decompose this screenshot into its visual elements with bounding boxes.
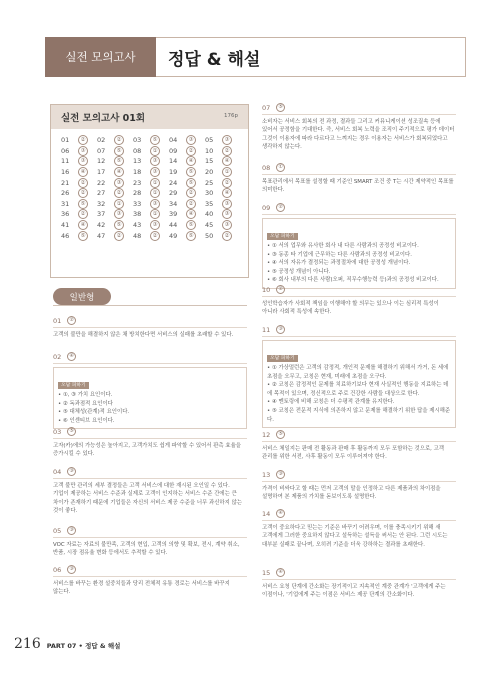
answer-cell	[97, 209, 133, 220]
answer-choice: ①	[150, 188, 160, 198]
question-11	[262, 325, 456, 428]
answer-number: 39	[169, 210, 178, 219]
question-14	[262, 509, 456, 549]
explanation-text: VOC 자료는 자료의 불만족, 고객의 현입, 고객의 의향 및 확보, 전시, 계약 취소, 반품, 시장 점유율 변화 등에서도 추적할 수 있다.	[53, 542, 240, 557]
answer-cell	[97, 177, 133, 188]
wrong-answer-list	[58, 391, 242, 425]
answer-cell	[133, 177, 169, 188]
question-number: 14	[262, 509, 271, 518]
answer-choice: ③	[114, 209, 124, 219]
list-item: • ② 코칭은 감정적인 문제를 치료하기보다 현재 사실적인 행동을 지료하는 데에 목적이 있으며, 정신적으로 주로 건강한 사람들 대상으로 한다.	[267, 382, 449, 397]
question-number: 11	[262, 325, 271, 334]
answer-row	[61, 177, 241, 188]
question-10	[262, 285, 456, 317]
answer-row	[61, 156, 241, 167]
answer-choice: ④	[222, 156, 232, 166]
wrong-answer-list	[267, 364, 451, 424]
answer-choice: ③	[222, 199, 232, 209]
answer-choice: ①	[150, 209, 160, 219]
answer-choice: ⑤	[186, 178, 196, 188]
answer-choice: ④	[78, 220, 88, 230]
answer-number: 45	[205, 221, 214, 230]
answer-choice: ③	[150, 220, 160, 230]
answer-choice: ③	[222, 220, 232, 230]
answer-number: 30	[205, 189, 214, 198]
chapter-header	[45, 37, 465, 77]
answer-number: 10	[205, 146, 214, 155]
answer-cell	[61, 199, 97, 210]
answer-number: 01	[61, 136, 70, 145]
answer-choice: ③	[150, 156, 160, 166]
answer-number: 31	[61, 199, 70, 208]
question-number: 09	[262, 203, 271, 212]
question-09	[262, 203, 456, 289]
answer-cell	[169, 209, 205, 220]
answer-row	[61, 188, 241, 199]
wrong-answer-box	[53, 367, 247, 429]
answer-number: 09	[169, 146, 178, 155]
wrong-answer-list	[267, 242, 451, 285]
question-number: 05	[53, 526, 62, 535]
answer-number: 07	[97, 146, 106, 155]
answer-choice: ③	[186, 135, 196, 145]
question-15	[262, 568, 456, 600]
explanation-text: 서비스 요청 단계에 간소화는 장기적이고 지속적인 계중 관계가 '고객에게 주는 이점이나, '기업에게 주는 이점은 서비스 제공 단계의 간소화이다.	[262, 584, 446, 599]
list-item: • ③ 동종 타 기업에 근무하는 다른 사람과의 공정성 비교이다.	[267, 251, 412, 258]
answer-number: 28	[133, 189, 142, 198]
answer-key-box	[50, 104, 249, 278]
answer-mark: ①	[276, 163, 285, 172]
answer-key-page-ref: 176p	[224, 113, 238, 119]
answer-key-grid	[61, 135, 241, 241]
answer-cell	[133, 188, 169, 199]
answer-choice: ③	[78, 146, 88, 156]
answer-choice: ③	[78, 156, 88, 166]
answer-choice: ④	[114, 167, 124, 177]
question-number: 12	[262, 430, 271, 439]
list-item: • ① 가상멀런은 고객의 감정적, 개인적 문제를 해결하기 위해서 가거, 돈 세에 초점을 오무고, 코칭은 현재, 미래에 초점을 오구다.	[267, 365, 449, 380]
answer-row	[61, 220, 241, 231]
answer-cell	[133, 209, 169, 220]
page-footer	[14, 636, 120, 652]
wrong-answer-tag: 오답 피하기	[58, 382, 89, 389]
answer-number: 05	[205, 136, 214, 145]
answer-choice: ⑤	[114, 146, 124, 156]
answer-choice: ②	[114, 188, 124, 198]
section-label: 일반형	[53, 288, 111, 305]
answer-number: 33	[133, 199, 142, 208]
answer-number: 17	[97, 168, 106, 177]
question-12	[262, 430, 456, 462]
answer-cell	[205, 156, 241, 167]
answer-number: 48	[133, 231, 142, 240]
answer-cell	[169, 135, 205, 146]
question-05	[53, 526, 247, 558]
answer-row	[61, 167, 241, 178]
answer-mark: ③	[276, 325, 285, 334]
answer-row	[61, 230, 241, 241]
answer-choice: ③	[150, 199, 160, 209]
explanation-text: 소비자는 서비스 회복의 전 과정, 결과들 그리고 커뮤니케이션 성조질속 등에 있어서 공정함을 기대한다. 즉, 서비스 회복 노력을 조직이 주기적으로 평가 데이터 그것이 이용자에 따라 다르다고 느껴지는 경우 이용자는 서비스가 회복되었다고 생각하지 않는다.	[262, 119, 455, 151]
answer-cell	[61, 220, 97, 231]
answer-choice: ③	[222, 135, 232, 145]
answer-cell	[97, 220, 133, 231]
question-13	[262, 470, 456, 502]
answer-key-header	[51, 105, 248, 129]
answer-number: 03	[133, 136, 142, 145]
answer-choice: ②	[186, 146, 196, 156]
answer-number: 46	[61, 231, 70, 240]
answer-choice: ③	[114, 178, 124, 188]
answer-choice: ②	[186, 199, 196, 209]
answer-number: 02	[97, 136, 106, 145]
answer-choice: ②	[222, 178, 232, 188]
list-item: • ④ 멘토링에 비해 코칭은 더 수평적 관계를 유지한다.	[267, 399, 395, 406]
answer-number: 15	[205, 157, 214, 166]
answer-number: 13	[133, 157, 142, 166]
answer-choice: ②	[114, 135, 124, 145]
answer-cell	[97, 146, 133, 157]
question-number: 01	[53, 316, 62, 325]
answer-mark: ⑤	[67, 427, 76, 436]
answer-number: 44	[169, 221, 178, 230]
answer-mark: ③	[67, 526, 76, 535]
answer-number: 04	[169, 136, 178, 145]
answer-number: 25	[205, 178, 214, 187]
answer-number: 14	[169, 157, 178, 166]
list-item: • ① 서의 업무와 유사한 회사 내 다른 사람과의 공정성 비교이다.	[267, 243, 419, 249]
answer-cell	[205, 146, 241, 157]
answer-cell	[169, 199, 205, 210]
answer-choice: ④	[222, 188, 232, 198]
answer-choice: ②	[222, 231, 232, 241]
chapter-title: 정답 & 해설	[168, 50, 261, 70]
answer-cell	[133, 167, 169, 178]
answer-choice: ②	[186, 188, 196, 198]
answer-number: 47	[97, 231, 106, 240]
answer-cell	[97, 230, 133, 241]
answer-mark: ②	[67, 316, 76, 325]
answer-choice: ②	[150, 231, 160, 241]
question-number: 08	[262, 163, 271, 172]
question-number: 07	[262, 103, 271, 112]
answer-choice: ⑤	[114, 156, 124, 166]
explanation-text: 서비스를 바꾸는 환경 설중치들과 당리 전체적 유통 경로는 서비스를 바꾸지 않는다.	[53, 581, 230, 596]
answer-cell	[61, 209, 97, 220]
answer-cell	[169, 146, 205, 157]
answer-number: 06	[61, 146, 70, 155]
question-number: 10	[262, 285, 271, 294]
answer-number: 50	[205, 231, 214, 240]
answer-key-title: 실전 모의고사 01회	[61, 113, 146, 124]
answer-row	[61, 135, 241, 146]
answer-number: 32	[97, 199, 106, 208]
list-item: • ⑤ 대체성(관계)적 요인이다.	[58, 409, 130, 416]
answer-cell	[61, 167, 97, 178]
answer-row	[61, 146, 241, 157]
answer-cell	[205, 188, 241, 199]
answer-number: 23	[133, 178, 142, 187]
question-number: 03	[53, 427, 62, 436]
answer-choice: ①	[222, 167, 232, 177]
answer-number: 40	[205, 210, 214, 219]
answer-number: 18	[133, 168, 142, 177]
answer-mark: ⑤	[276, 430, 285, 439]
answer-choice: ⑤	[186, 220, 196, 230]
answer-number: 42	[97, 221, 106, 230]
answer-cell	[205, 177, 241, 188]
answer-cell	[61, 188, 97, 199]
answer-number: 20	[205, 168, 214, 177]
answer-mark: ②	[276, 203, 285, 212]
answer-cell	[205, 135, 241, 146]
answer-mark: ④	[67, 352, 76, 361]
question-06	[53, 565, 247, 597]
answer-cell	[61, 146, 97, 157]
list-item: • ①, ③ 가치 요인이다.	[58, 392, 113, 398]
answer-choice: ②	[78, 135, 88, 145]
answer-choice: ④	[78, 167, 88, 177]
question-02	[53, 352, 247, 429]
answer-choice: ⑤	[78, 231, 88, 241]
wrong-answer-tag: 오답 피하기	[267, 355, 298, 362]
answer-cell	[169, 220, 205, 231]
answer-cell	[61, 156, 97, 167]
answer-number: 08	[133, 146, 142, 155]
answer-cell	[61, 230, 97, 241]
explanation-text: 목표관리에서 목표를 설정할 때 기준인 SMART 조건 중 T는 시간 제약적인 목표를 의미한다.	[262, 179, 454, 194]
answer-mark: ④	[276, 568, 285, 577]
answer-choice: ②	[78, 188, 88, 198]
wrong-answer-box	[262, 340, 456, 428]
answer-choice: ⑤	[186, 231, 196, 241]
page-number: 216	[14, 636, 41, 652]
wrong-answer-tag: 오답 피하기	[267, 233, 298, 240]
explanation-text: 성인학습자가 사회적 책임을 이행해야 할 의무는 있으나 이는 심리적 특성이 아니라 사회적 특성에 속한다.	[262, 301, 439, 316]
list-item: • ⑤ 공정성 개념이 아니다.	[267, 268, 331, 275]
answer-number: 37	[97, 210, 106, 219]
answer-choice: ③	[222, 209, 232, 219]
explanation-text: 서비스 체일지는 판매 전 활동과 판매 후 활동까지 모두 포함하는 것으로, 고객 관리를 위한 서전, 사후 활동이 모두 이루어져야 한다.	[262, 446, 444, 461]
answer-number: 29	[169, 189, 178, 198]
answer-number: 22	[97, 178, 106, 187]
question-number: 04	[53, 467, 62, 476]
answer-mark: ②	[276, 285, 285, 294]
list-item: • ⑤ 코칭은 전문적 지식에 의존하지 않고 문제를 해결하기 위한 답을 제시해준다.	[267, 407, 451, 423]
answer-number: 35	[205, 199, 214, 208]
answer-number: 34	[169, 199, 178, 208]
answer-cell	[169, 177, 205, 188]
answer-mark: ⑤	[276, 103, 285, 112]
answer-cell	[97, 156, 133, 167]
answer-cell	[133, 135, 169, 146]
answer-cell	[205, 209, 241, 220]
answer-choice: ④	[186, 209, 196, 219]
question-number: 06	[53, 565, 62, 574]
question-04	[53, 467, 247, 516]
answer-choice: ②	[222, 146, 232, 156]
answer-choice: ②	[78, 178, 88, 188]
answer-cell	[61, 135, 97, 146]
answer-choice: ②	[78, 209, 88, 219]
answer-cell	[97, 188, 133, 199]
question-number: 02	[53, 352, 62, 361]
answer-cell	[133, 230, 169, 241]
explanation-text: 가격이 비싸다고 할 때는 먼저 고객의 말을 인정하고 다른 제품과의 차이점을 설명하여 본 제품의 가치를 돋보이도록 설명한다.	[262, 486, 441, 501]
list-item: • ⑥ 회사 내부의 다른 사람(오퍼, 직무수행능력 등)과의 공정성 비교이다.	[267, 277, 439, 284]
answer-cell	[169, 188, 205, 199]
chapter-title-box	[156, 37, 466, 77]
answer-cell	[205, 230, 241, 241]
answer-choice: ①	[114, 199, 124, 209]
explanation-text: 고객이 중요하다고 믿는는 기준은 바꾸기 어려우며, 이를 충족시키기 위해 새 고객에게 그러한 중요하지 않다고 설득하는 설득을 써서는 안 된다. 그런 시도는 대부분 실패로 끝나며, 오히려 기준을 더욱 강하하는 결과를 초래한다.	[262, 525, 448, 548]
answer-row	[61, 199, 241, 210]
answer-number: 21	[61, 178, 70, 187]
chapter-badge: 실전 모의고사	[45, 37, 156, 77]
answer-cell	[61, 177, 97, 188]
answer-cell	[205, 220, 241, 231]
list-item: • ⑥ 인센티브 요인이다.	[58, 417, 115, 424]
answer-number: 43	[133, 221, 142, 230]
answer-choice: ⑤	[186, 167, 196, 177]
answer-number: 11	[61, 157, 70, 166]
question-03	[53, 427, 247, 459]
answer-number: 36	[61, 210, 70, 219]
explanation-text: 고자(카)에의 가능성은 높아지고, 고객가치도 쉽게 파악할 수 있어서 판촉 효율을 증가시킬 수 있다.	[53, 443, 241, 458]
answer-number: 12	[97, 157, 106, 166]
answer-cell	[133, 156, 169, 167]
answer-number: 27	[97, 189, 106, 198]
answer-cell	[133, 199, 169, 210]
answer-cell	[97, 199, 133, 210]
answer-choice: ⑤	[150, 135, 160, 145]
answer-cell	[97, 135, 133, 146]
question-08	[262, 163, 456, 195]
answer-number: 19	[169, 168, 178, 177]
answer-number: 38	[133, 210, 142, 219]
answer-choice: ⑤	[78, 199, 88, 209]
question-number: 13	[262, 470, 271, 479]
answer-cell	[169, 167, 205, 178]
question-01	[53, 316, 247, 339]
question-number: 15	[262, 568, 271, 577]
answer-choice: ④	[186, 156, 196, 166]
answer-number: 26	[61, 189, 70, 198]
answer-cell	[133, 220, 169, 231]
answer-row	[61, 209, 241, 220]
answer-choice: ①	[150, 146, 160, 156]
answer-cell	[169, 230, 205, 241]
answer-mark: ③	[67, 467, 76, 476]
answer-number: 49	[169, 231, 178, 240]
explanation-text: 고객 불만 관리의 세부 결정들은 고객 서비스에 대한 재시된 오인일 수 있다. 기업이 제공하는 서비스 수준과 실제로 고객이 인지하는 서비스 수준 간에는 큰 차이가 존재하기 때문에 기업들은 자신의 서비스 제공 수준을 너무 과신하지 않는 것이 좋다.	[53, 483, 242, 515]
answer-cell	[97, 167, 133, 178]
answer-cell	[133, 146, 169, 157]
section-divider	[53, 305, 247, 306]
wrong-answer-box	[262, 218, 456, 289]
answer-cell	[169, 156, 205, 167]
answer-choice: ①	[150, 178, 160, 188]
answer-cell	[205, 167, 241, 178]
answer-cell	[205, 199, 241, 210]
answer-mark: ④	[276, 509, 285, 518]
list-item: • ② 독과점적 요인이다	[58, 400, 113, 407]
answer-mark: ③	[276, 470, 285, 479]
answer-choice: ③	[150, 167, 160, 177]
answer-mark: ③	[67, 565, 76, 574]
answer-choice: ②	[114, 231, 124, 241]
answer-number: 24	[169, 178, 178, 187]
list-item: • ④ 서의 자유가 결정되는 과정절차에 대한 공정성 개념이다.	[267, 260, 411, 267]
explanation-text: 고객의 불만을 해결하지 않은 채 방치한다면 서비스의 실패를 초래할 수 있다.	[53, 332, 234, 338]
part-label: PART 07 • 정답 & 해설	[46, 642, 121, 650]
answer-number: 16	[61, 168, 70, 177]
question-07	[262, 103, 456, 152]
answer-choice: ⑤	[114, 220, 124, 230]
answer-number: 41	[61, 221, 70, 230]
